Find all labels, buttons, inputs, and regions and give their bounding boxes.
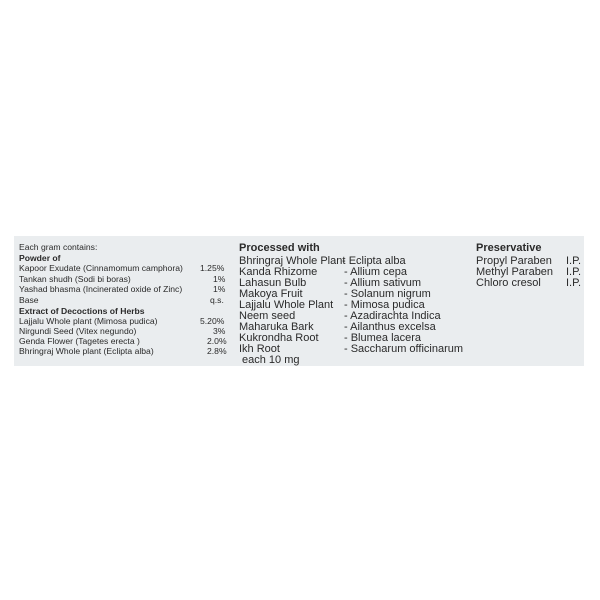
extract-item-name: Bhringraj Whole plant (Eclipta alba): [19, 346, 154, 356]
extract-heading: Extract of Decoctions of Herbs: [19, 306, 145, 316]
processed-footer: each 10 mg: [242, 354, 300, 366]
processed-item-botanical: - Ailanthus excelsa: [344, 321, 436, 333]
extract-item-value: 2.0%: [207, 336, 227, 346]
powder-item-name: Yashad bhasma (Incinerated oxide of Zinc): [19, 284, 183, 294]
processed-item-name: Neem seed: [239, 310, 296, 322]
processed-item-botanical: - Solanum nigrum: [344, 288, 431, 300]
powder-item-name: Base: [19, 295, 39, 305]
processed-item-name: Maharuka Bark: [239, 321, 314, 333]
processed-item-botanical: - Azadirachta Indica: [344, 310, 441, 322]
processed-item-name: Lahasun Bulb: [239, 277, 307, 289]
processed-item-botanical: - Eclipta alba: [342, 255, 406, 267]
processed-item-botanical: - Allium sativum: [344, 277, 422, 289]
processed-item-botanical: - Blumea lacera: [344, 332, 422, 344]
extract-item-name: Nirgundi Seed (Vitex negundo): [19, 326, 137, 336]
preservative-item-grade: I.P.: [566, 255, 582, 267]
powder-item-value: 1%: [213, 284, 226, 294]
extract-item-value: 2.8%: [207, 346, 227, 356]
processed-item-botanical: - Mimosa pudica: [344, 299, 425, 311]
processed-item-name: Lajjalu Whole Plant: [239, 299, 334, 311]
processed-item-botanical: - Saccharum officinarum: [344, 343, 464, 355]
preservative-item-grade: I.P.: [566, 277, 582, 289]
powder-heading: Powder of: [19, 253, 61, 263]
composition-intro: Each gram contains:: [19, 242, 98, 252]
processed-item-name: Ikh Root: [239, 343, 280, 355]
powder-item-name: Kapoor Exudate (Cinnamomum camphora): [19, 263, 183, 273]
processed-item-name: Makoya Fruit: [239, 288, 303, 300]
processed-item-name: Kukrondha Root: [239, 332, 319, 344]
extract-item-name: Lajjalu Whole plant (Mimosa pudica): [19, 316, 158, 326]
powder-item-name: Tankan shudh (Sodi bi boras): [19, 274, 131, 284]
processed-item-botanical: - Allium cepa: [344, 266, 407, 278]
processed-item-name: Bhringraj Whole Plant: [239, 255, 346, 267]
preservative-item-grade: I.P.: [566, 266, 582, 278]
extract-item-value: 3%: [213, 326, 226, 336]
powder-item-value: q.s.: [210, 295, 224, 305]
processed-item-name: Kanda Rhizome: [239, 266, 318, 278]
extract-item-value: 5.20%: [200, 316, 225, 326]
extract-item-name: Genda Flower (Tagetes erecta ): [19, 336, 140, 346]
powder-item-value: 1%: [213, 274, 226, 284]
powder-item-value: 1.25%: [200, 263, 225, 273]
preservative-item-name: Chloro cresol: [476, 277, 541, 289]
preservative-item-name: Propyl Paraben: [476, 255, 552, 267]
preservative-heading: Preservative: [476, 242, 542, 254]
ingredients-label-panel: [14, 236, 584, 366]
processed-heading: Processed with: [239, 242, 320, 254]
preservative-item-name: Methyl Paraben: [476, 266, 554, 278]
